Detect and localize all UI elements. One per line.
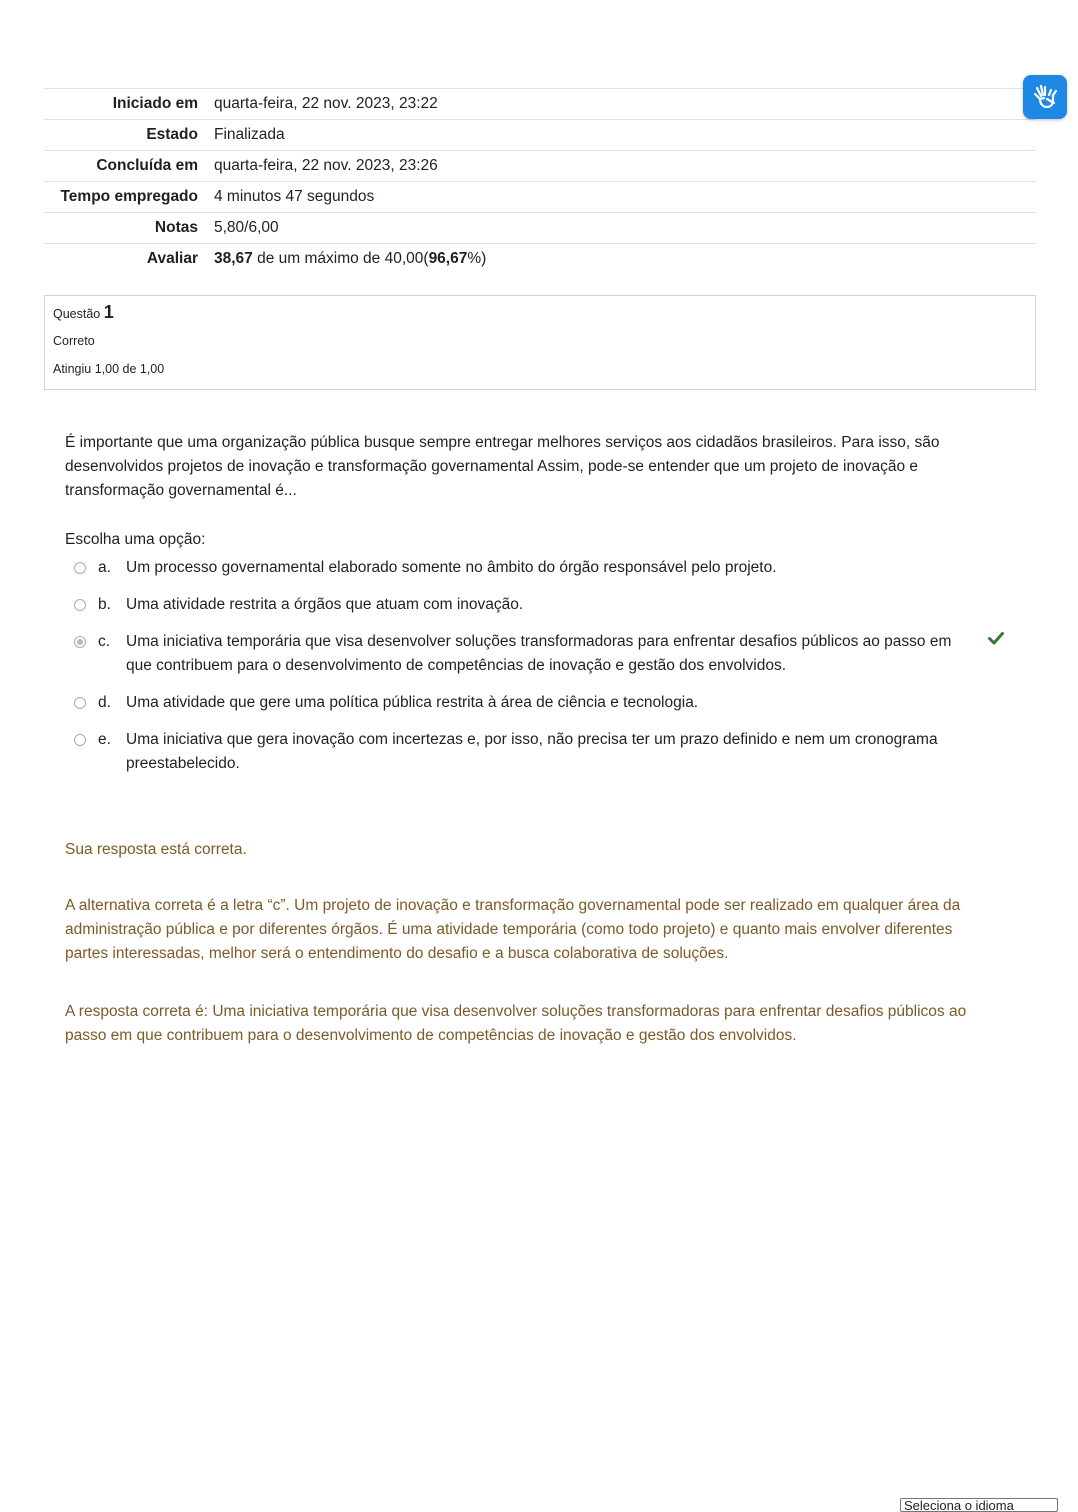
summary-label: Concluída em — [44, 151, 214, 182]
quiz-summary-table — [44, 88, 1036, 274]
option-letter: c. — [98, 633, 111, 650]
question-grade: Atingiu 1,00 de 1,00 — [53, 362, 165, 376]
summary-label: Notas — [44, 213, 214, 244]
question-info-box — [44, 295, 1036, 390]
summary-value: Finalizada — [214, 120, 1036, 151]
summary-row-estado — [44, 120, 1036, 151]
summary-row-iniciado — [44, 89, 1036, 120]
summary-value — [214, 244, 1036, 275]
avaliar-percent: 96,67 — [428, 250, 468, 267]
feedback-right-answer: A resposta correta é: Uma iniciativa temporária que visa desenvolver soluções transformadoras para enfrentar desafios públicos ao passo em que contribuem para o desenvolvimento de competências de inovação e gestão dos envolvidos. — [65, 1003, 967, 1044]
summary-row-tempo — [44, 182, 1036, 213]
option-letter: a. — [98, 559, 111, 576]
feedback-status: Sua resposta está correta. — [65, 841, 247, 858]
summary-label: Avaliar — [44, 244, 214, 275]
summary-label: Estado — [44, 120, 214, 151]
radio-button[interactable] — [74, 562, 86, 574]
option-text: Um processo governamental elaborado somente no âmbito do órgão responsável pelo projeto. — [126, 559, 777, 576]
question-label: Questão — [53, 307, 101, 321]
summary-row-notas — [44, 213, 1036, 244]
radio-button[interactable] — [74, 734, 86, 746]
avaliar-end: %) — [467, 250, 487, 267]
summary-value: quarta-feira, 22 nov. 2023, 23:22 — [214, 89, 1036, 120]
question-number — [53, 302, 114, 323]
question-number-value: 1 — [103, 302, 114, 322]
summary-value: 4 minutos 47 segundos — [214, 182, 1036, 213]
radio-button-selected[interactable] — [74, 636, 86, 648]
option-text: Uma atividade restrita a órgãos que atuam com inovação. — [126, 596, 524, 613]
option-text: Uma iniciativa que gera inovação com incertezas e, por isso, não precisa ter um prazo definido e nem um cronograma preestabelecido. — [126, 731, 938, 772]
radio-button[interactable] — [74, 697, 86, 709]
summary-value: quarta-feira, 22 nov. 2023, 23:26 — [214, 151, 1036, 182]
summary-label: Iniciado em — [44, 89, 214, 120]
radio-button[interactable] — [74, 599, 86, 611]
vlibras-accessibility-button[interactable] — [1023, 75, 1067, 119]
hands-sign-language-icon — [1030, 82, 1060, 112]
summary-value: 5,80/6,00 — [214, 213, 1036, 244]
summary-label: Tempo empregado — [44, 182, 214, 213]
language-select[interactable]: Seleciona o idioma — [900, 1498, 1058, 1512]
summary-row-concluida — [44, 151, 1036, 182]
question-state: Correto — [53, 334, 95, 348]
summary-row-avaliar — [44, 244, 1036, 275]
option-letter: d. — [98, 694, 111, 711]
avaliar-score: 38,67 — [214, 250, 253, 267]
question-prompt: Escolha uma opção: — [65, 531, 206, 548]
check-icon — [988, 630, 1004, 654]
option-text: Uma iniciativa temporária que visa desenvolver soluções transformadoras para enfrentar desafios públicos ao passo em que contribuem para o desenvolvimento de competências de inovação e gestão dos envolvidos. — [126, 633, 952, 674]
option-letter: b. — [98, 596, 111, 613]
option-text: Uma atividade que gere uma política pública restrita à área de ciência e tecnologia. — [126, 694, 699, 711]
avaliar-middle: de um máximo de 40,00( — [252, 250, 429, 267]
feedback-explanation: A alternativa correta é a letra “c”. Um projeto de inovação e transformação governamental pode ser realizado em qualquer área da administração pública e por diferentes órgãos. É uma atividade temporária (como todo projeto) e quanto mais envolver diferentes partes interessadas, melhor será o entendimento do desafio e a busca colaborativa de soluções. — [65, 897, 961, 962]
question-text: É importante que uma organização pública busque sempre entregar melhores serviços aos cidadãos brasileiros. Para isso, são desenvolvidos projetos de inovação e transformação governamental Assim, pode-se entender que um projeto de inovação e transformação governamental é... — [65, 434, 940, 499]
option-letter: e. — [98, 731, 111, 748]
